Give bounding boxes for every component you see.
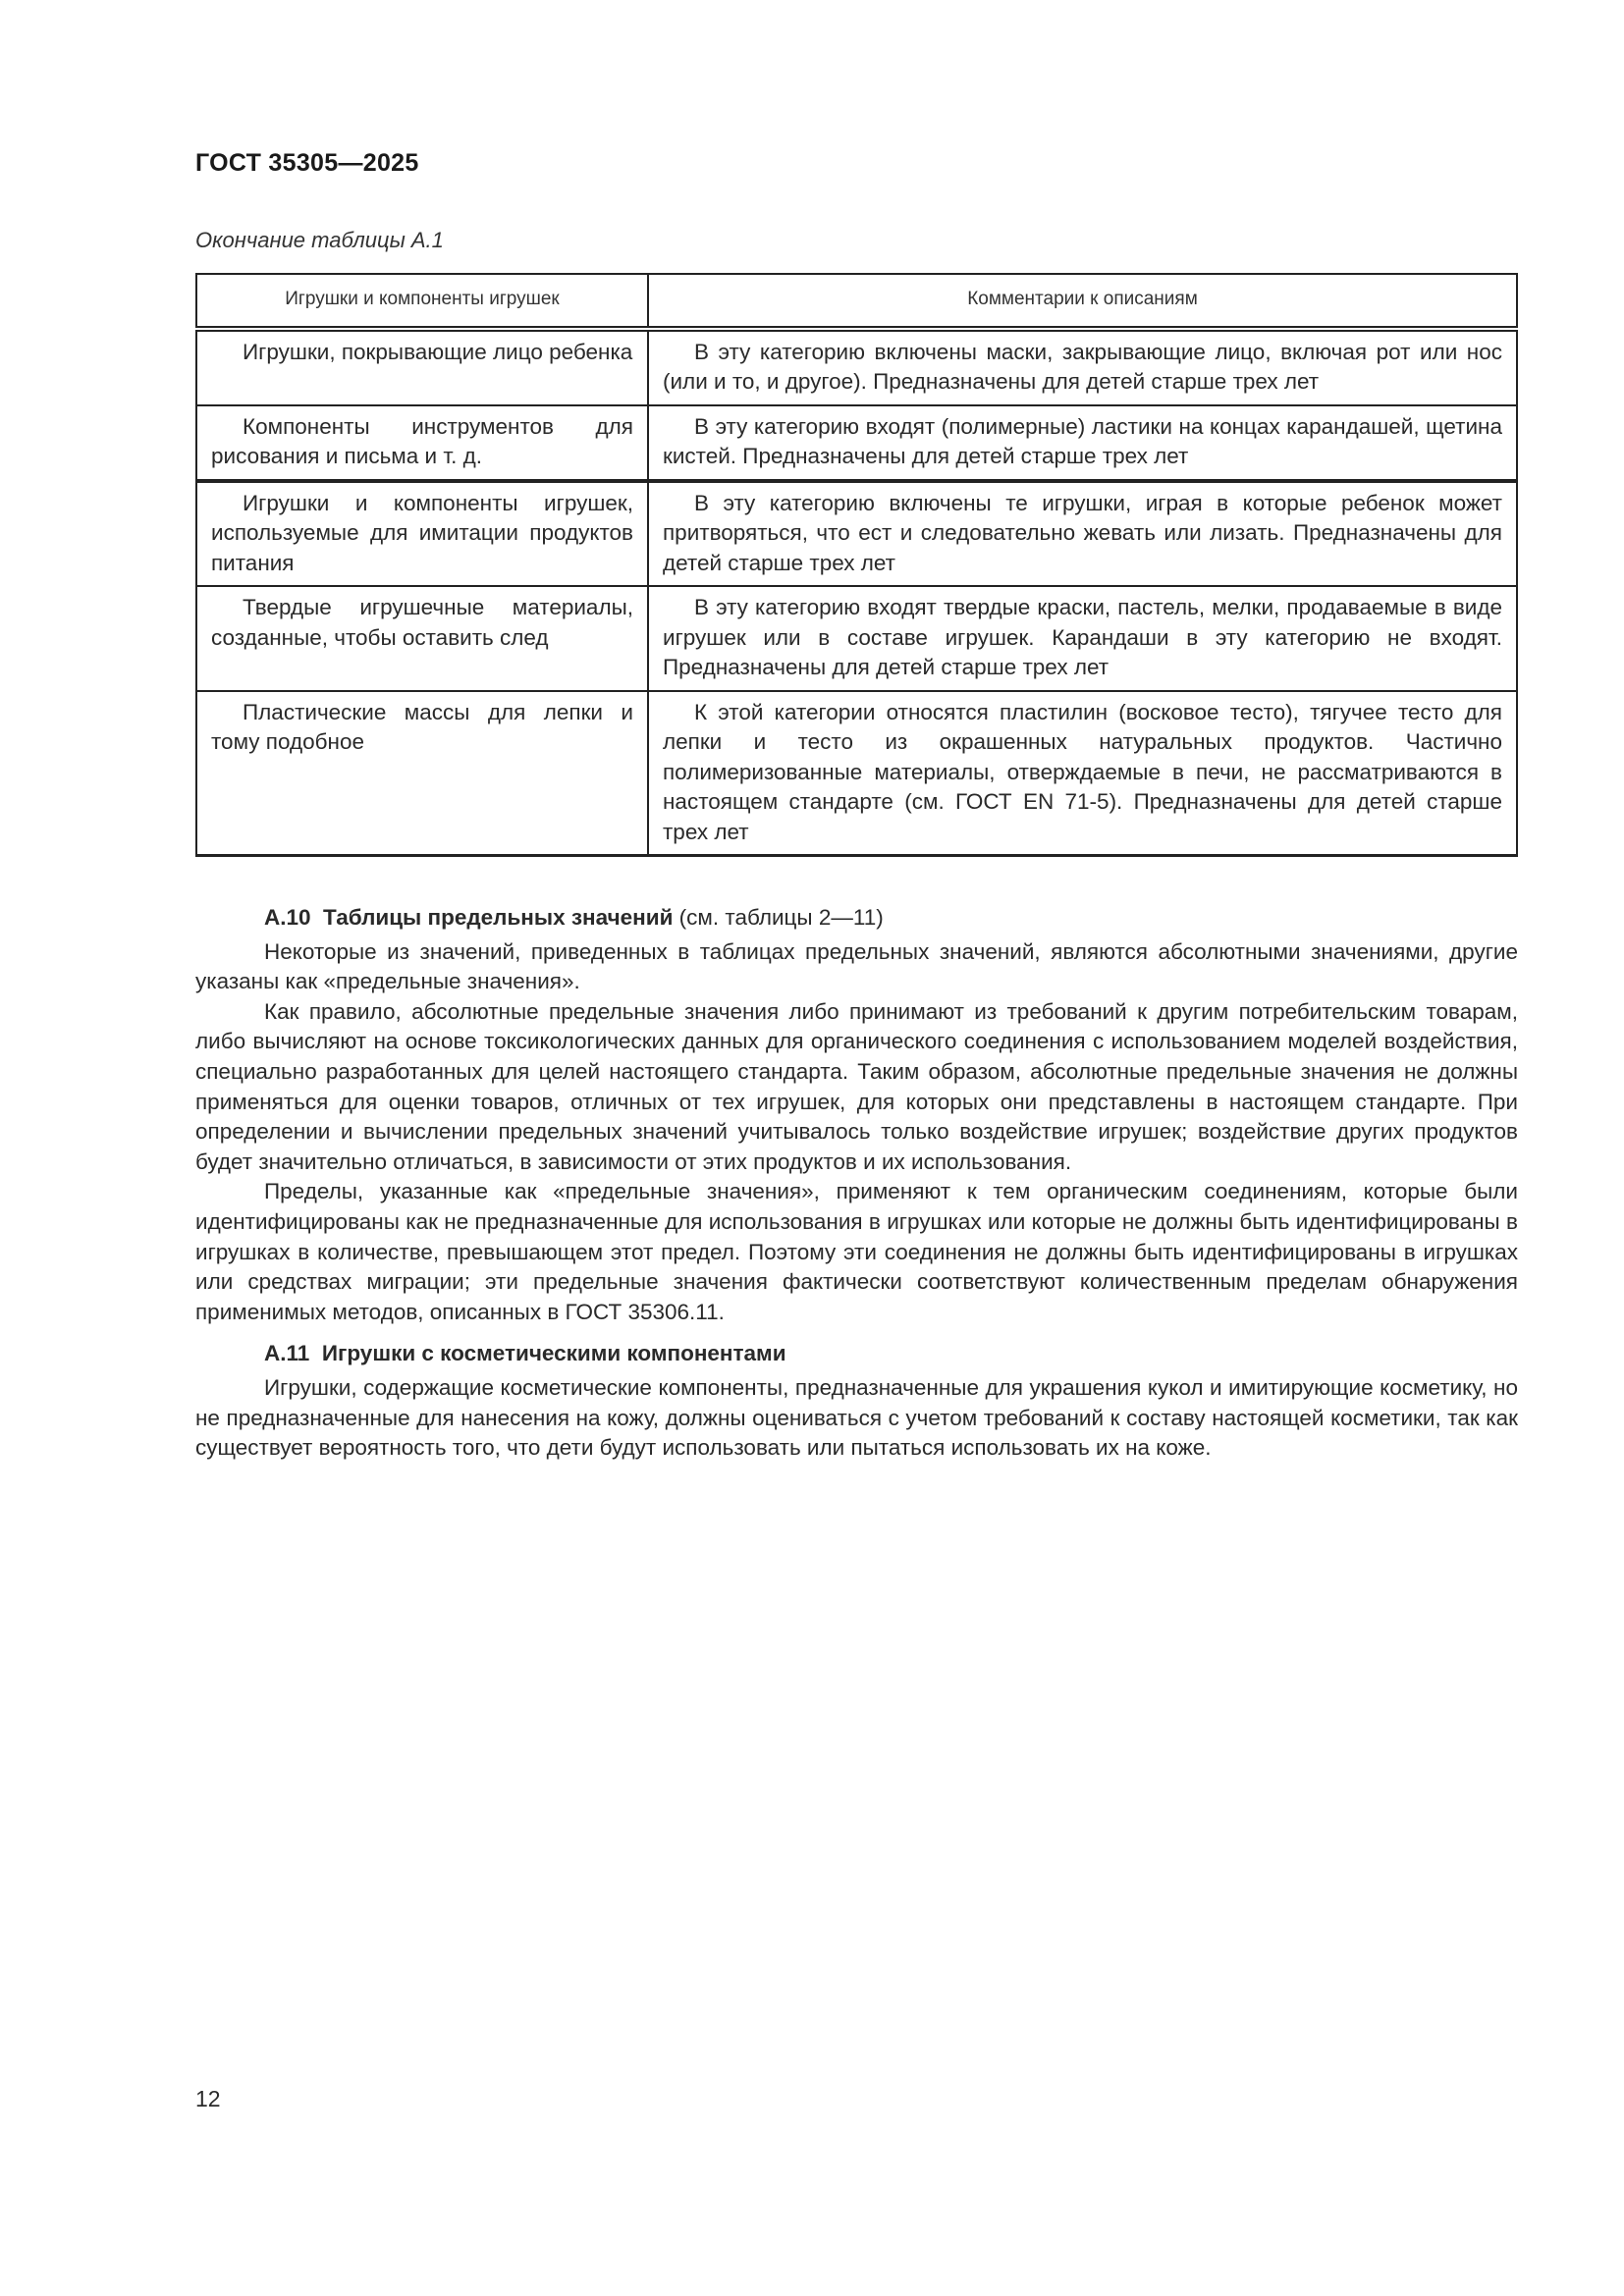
table-row [196,691,1517,856]
page-number: 12 [195,2086,221,2111]
category-comment: В эту категорию включены те игрушки, играя в которые ребенок может притворяться, что ест и следовательно жевать или лизать. Предназначены для детей старше трех лет [663,490,1502,575]
toy-category: Твердые игрушечные материалы, созданные, чтобы оставить след [211,595,633,650]
table-row [196,405,1517,481]
category-comment: В эту категорию включены маски, закрывающие лицо, включая рот или нос (или и то, и другое). Предназначены для детей старше трех лет [663,339,1502,394]
toy-category: Компоненты инструментов для рисования и письма и т. д. [211,413,633,468]
category-comment: В эту категорию входят твердые краски, пастель, мелки, продаваемые в виде игрушек или в составе игрушек. Карандаши в эту категорию не входят. Предназначены для детей старше трех лет [663,595,1502,679]
toy-category: Пластические массы для лепки и тому подобное [211,699,633,754]
section-title-suffix: (см. таблицы 2—11) [678,905,884,930]
section-number: А.10 [264,905,311,930]
document-id: ГОСТ 35305—2025 [195,149,419,177]
column-header-comments: Комментарии к описаниям [648,274,1517,329]
column-header-toys: Игрушки и компоненты игрушек [196,274,648,329]
category-comment: К этой категории относятся пластилин (восковое тесто), тягучее тесто для лепки и тесто из окрашенных натуральных продуктов. Частично полимеризованные материалы, отверждаемые в печи, не рассматриваются в настоящем стандарте (см. ГОСТ EN 71-5). Предназначены для детей старше трех лет [663,699,1502,844]
document-body [195,903,1518,1464]
table-header-row [196,274,1517,329]
paragraph: Пределы, указанные как «предельные значения», применяют к тем органическим соединениям, которые были идентифицированы как не предназначенные для использования в игрушках или которые не должны быть идентифицированы в игрушках в количестве, превышающем этот предел. Поэтому эти соединения не должны быть идентифицированы в игрушках или средствах миграции; эти предельные значения фактически соответствуют количественным пределам обнаружения применимых методов, описанных в ГОСТ 35306.11. [195,1179,1518,1324]
table-caption: Окончание таблицы А.1 [195,228,444,252]
section-title: Игрушки с косметическими компонентами [321,1341,786,1366]
category-comment: В эту категорию входят (полимерные) ластики на концах карандашей, щетина кистей. Предназначены для детей старше трех лет [663,413,1502,468]
toy-category: Игрушки, покрывающие лицо ребенка [243,339,633,364]
toy-category: Игрушки и компоненты игрушек, используемые для имитации продуктов питания [211,490,633,575]
section-heading-a11 [195,1339,1518,1369]
paragraph: Игрушки, содержащие косметические компоненты, предназначенные для украшения кукол и имитирующие косметику, но не предназначенные для нанесения на кожу, должны оцениваться с учетом требований к составу настоящей косметики, так как существует вероятность того, что дети будут использовать или пытаться использовать их на коже. [195,1374,1518,1461]
table-row [196,586,1517,691]
section-title: Таблицы предельных значений [323,905,674,930]
table-a1 [195,273,1518,857]
paragraph: Некоторые из значений, приведенных в таблицах предельных значений, являются абсолютными значениями, другие указаны как «предельные значения». [195,938,1518,994]
section-number: А.11 [264,1341,310,1366]
table-row [196,329,1517,405]
section-heading-a10 [195,903,1518,934]
paragraph: Как правило, абсолютные предельные значения либо принимают из требований к другим потребительским товарам, либо вычисляют на основе токсикологических данных для органического соединения с использованием моделей воздействия, специально разработанных для целей настоящего стандарта. Таким образом, абсолютные предельные значения не должны применяться для оценки товаров, отличных от тех игрушек, для которых они представлены в настоящем стандарте. При определении и вычислении предельных значений учитывалось только воздействие игрушек; воздействие других продуктов будет значительно отличаться, в зависимости от этих продуктов и их использования. [195,998,1518,1174]
table-row [196,481,1517,587]
